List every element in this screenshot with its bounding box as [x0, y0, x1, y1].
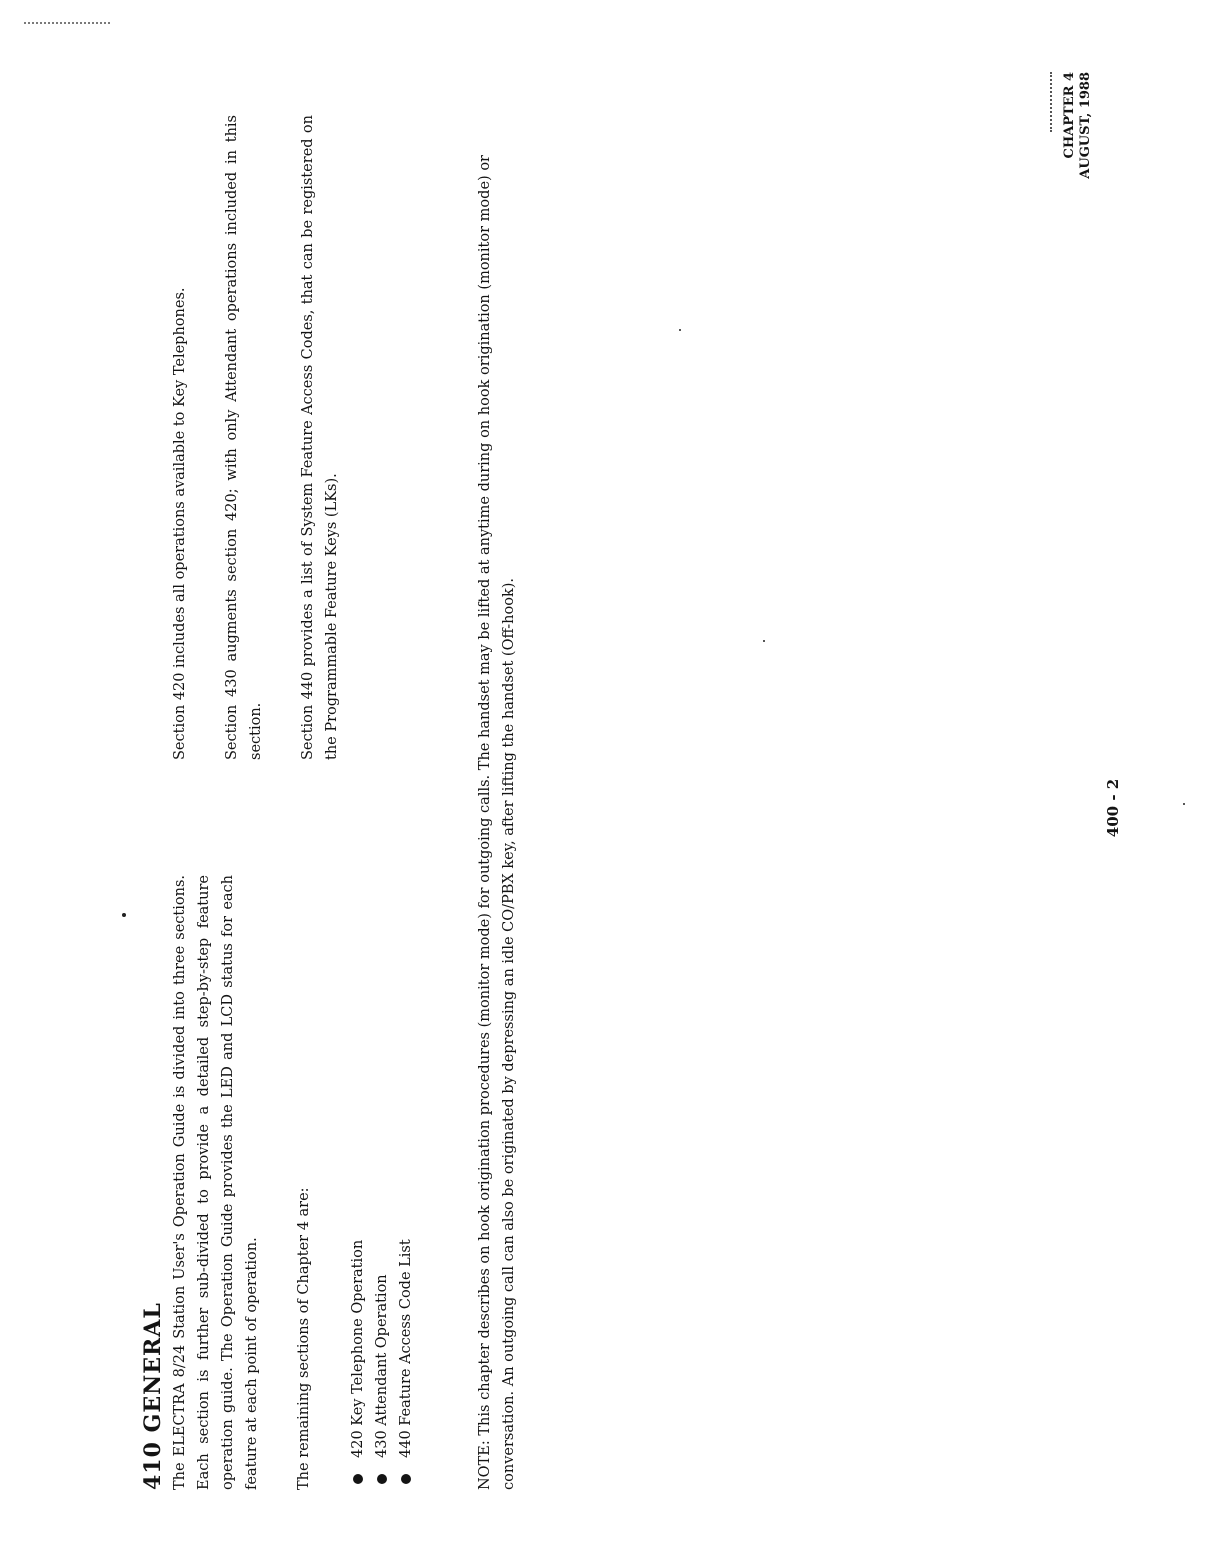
sections-list	[346, 875, 418, 1490]
scan-speck	[679, 329, 681, 331]
scan-speck	[1183, 803, 1185, 805]
header-date: AUGUST, 1988	[1078, 72, 1093, 179]
list-item	[346, 875, 370, 1490]
bullet-icon	[377, 1474, 387, 1484]
bullet-icon	[353, 1474, 363, 1484]
section-heading: 410 GENERAL	[140, 1302, 166, 1490]
left-column	[138, 875, 418, 1490]
bullet-icon	[401, 1474, 411, 1484]
list-item-label: 440 Feature Access Code List	[398, 1239, 414, 1458]
list-item-label: 430 Attendant Operation	[374, 1274, 390, 1458]
remaining-sections-intro: The remaining sections of Chapter 4 are:	[296, 1187, 312, 1490]
note-paragraph: NOTE: This chapter describes on hook origination procedures (monitor mode) for outgoing calls. The handset may be lifted at anytime during on hook origination (monitor mode) or conversation. An outgoing call can also be originated by depressing an idle CO/PBX key, after lifting the handset (Off-hook).	[477, 155, 517, 1490]
scan-artifact	[24, 22, 110, 24]
right-column	[138, 115, 344, 760]
intro-paragraph: The ELECTRA 8/24 Station User's Operation Guide is divided into three sections. Each section is further sub-divided to provide a detailed step-by-step feature operation guide. The Operation Guide provides the LED and LCD status for each feature at each point of operation.	[172, 875, 260, 1490]
page-header	[1050, 72, 1094, 222]
page-number: 400 - 2	[1104, 778, 1122, 838]
list-item	[394, 875, 418, 1490]
page-body	[138, 110, 518, 1490]
section-420-paragraph: Section 420 includes all operations available to Key Telephones.	[172, 287, 188, 760]
header-cropped-line	[1050, 72, 1060, 132]
scan-speck	[763, 640, 765, 642]
section-440-paragraph: Section 440 provides a list of System Feature Access Codes, that can be registered on the Programmable Feature Keys (LKs).	[300, 115, 340, 760]
section-430-paragraph: Section 430 augments section 420; with only Attendant operations included in this section.	[224, 115, 264, 760]
scan-speck	[122, 913, 126, 917]
list-item-label: 420 Key Telephone Operation	[350, 1239, 366, 1458]
header-chapter: CHAPTER 4	[1062, 72, 1077, 159]
list-item	[370, 875, 394, 1490]
